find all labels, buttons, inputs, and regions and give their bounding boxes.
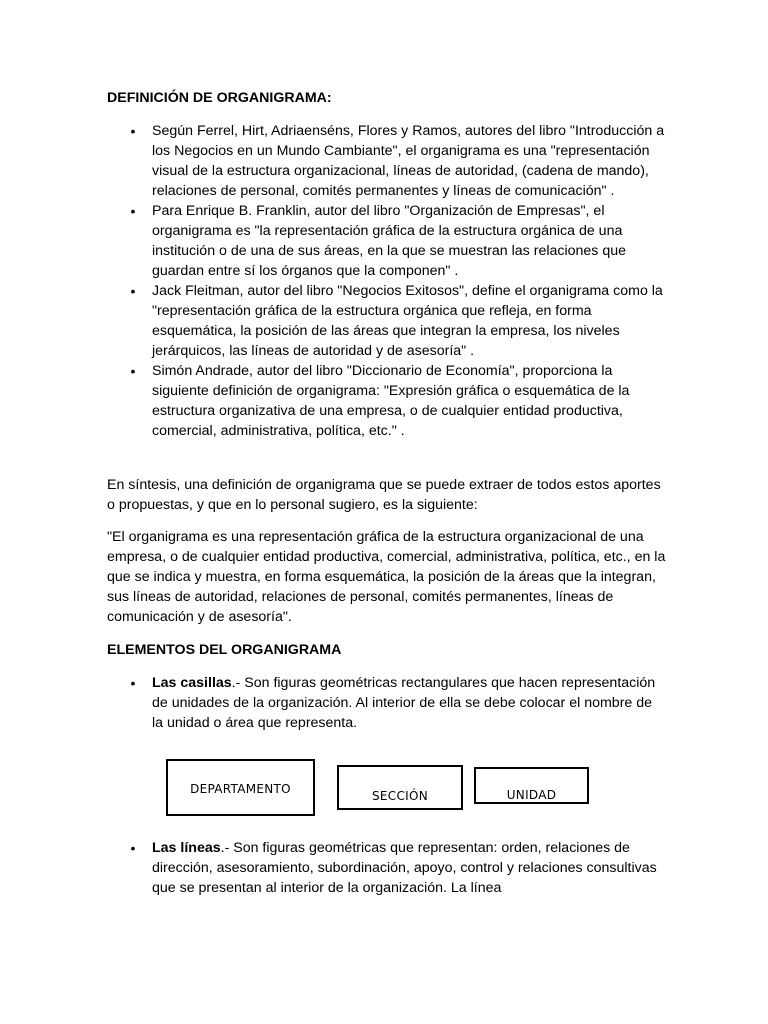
elements-heading: ELEMENTOS DEL ORGANIGRAMA bbox=[107, 642, 342, 658]
lineas-description: .- Son figuras geométricas que representan: orden, relaciones de dirección, asesoramiento, subordinación, apoyo, control y relaciones consultivas que se presentan al interior de la organización. La línea bbox=[152, 840, 657, 896]
list-item-text: Para Enrique B. Franklin, autor del libro "Organización de Empresas", el organigrama es "la representación gráfica de la estructura orgánica de una institución o de una de sus áreas, en la que se muestran las relaciones que guardan entre sí los órganos que la componen" . bbox=[152, 203, 626, 279]
definition-quote: "El organigrama es una representación gráfica de la estructura organizacional de una empresa, o de cualquier entidad productiva, comercial, administrativa, política, etc., en la que se indica y muestra, en forma esquemática, la posición de la áreas que la integran, sus líneas de autoridad, relaciones de personal, comités permanentes, líneas de comunicación y de asesoría". bbox=[107, 529, 666, 625]
list-item bbox=[107, 201, 667, 281]
casillas-list bbox=[107, 673, 667, 733]
bullet-icon: • bbox=[130, 123, 136, 139]
synthesis-paragraph: En síntesis, una definición de organigrama que se puede extraer de todos estos aportes o propuestas, y que en lo personal sugiero, es la siguiente: bbox=[107, 477, 661, 513]
list-item-text: Según Ferrel, Hirt, Adriaenséns, Flores y Ramos, autores del libro "Introducción a los Negocios en un Mundo Cambiante", el organigrama es una "representación visual de la estructura organizacional, líneas de autoridad, (cadena de mando), relaciones de personal, comités permanentes y líneas de comunicación" . bbox=[152, 123, 665, 199]
unidad-box bbox=[474, 767, 589, 804]
bullet-icon: • bbox=[130, 283, 136, 299]
seccion-box bbox=[337, 765, 463, 810]
casillas-description: .- Son figuras geométricas rectangulares que hacen representación de unidades de la organización. Al interior de ella se debe colocar el nombre de la unidad o área que representa. bbox=[152, 675, 656, 731]
departamento-box bbox=[166, 759, 315, 816]
casillas-term: Las casillas bbox=[152, 675, 232, 691]
definition-heading: DEFINICIÓN DE ORGANIGRAMA: bbox=[107, 90, 332, 106]
list-item bbox=[107, 281, 667, 361]
lineas-list bbox=[107, 838, 667, 898]
bullet-icon: • bbox=[130, 203, 136, 219]
list-item bbox=[107, 361, 667, 441]
list-item-text: Jack Fleitman, autor del libro "Negocios Exitosos", define el organigrama como la "representación gráfica de la estructura orgánica que refleja, en forma esquemática, la posición de las áreas que integran la empresa, los niveles jerárquicos, las líneas de autoridad y de asesoría" . bbox=[152, 283, 663, 359]
lineas-term: Las líneas bbox=[152, 840, 221, 856]
list-item bbox=[107, 121, 667, 201]
definitions-list bbox=[107, 121, 667, 441]
bullet-icon: • bbox=[130, 675, 136, 691]
box-label: SECCIÓN bbox=[371, 789, 429, 803]
bullet-icon: • bbox=[130, 840, 136, 856]
list-item bbox=[107, 838, 667, 898]
bullet-icon: • bbox=[130, 363, 136, 379]
list-item bbox=[107, 673, 667, 733]
box-label: DEPARTAMENTO bbox=[190, 782, 291, 796]
list-item-text: Simón Andrade, autor del libro "Diccionario de Economía", proporciona la siguiente definición de organigrama: "Expresión gráfica o esquemática de la estructura organizativa de una empresa, o de cualquier entidad productiva, comercial, administrativa, política, etc." . bbox=[152, 363, 630, 439]
box-label: UNIDAD bbox=[506, 788, 557, 802]
